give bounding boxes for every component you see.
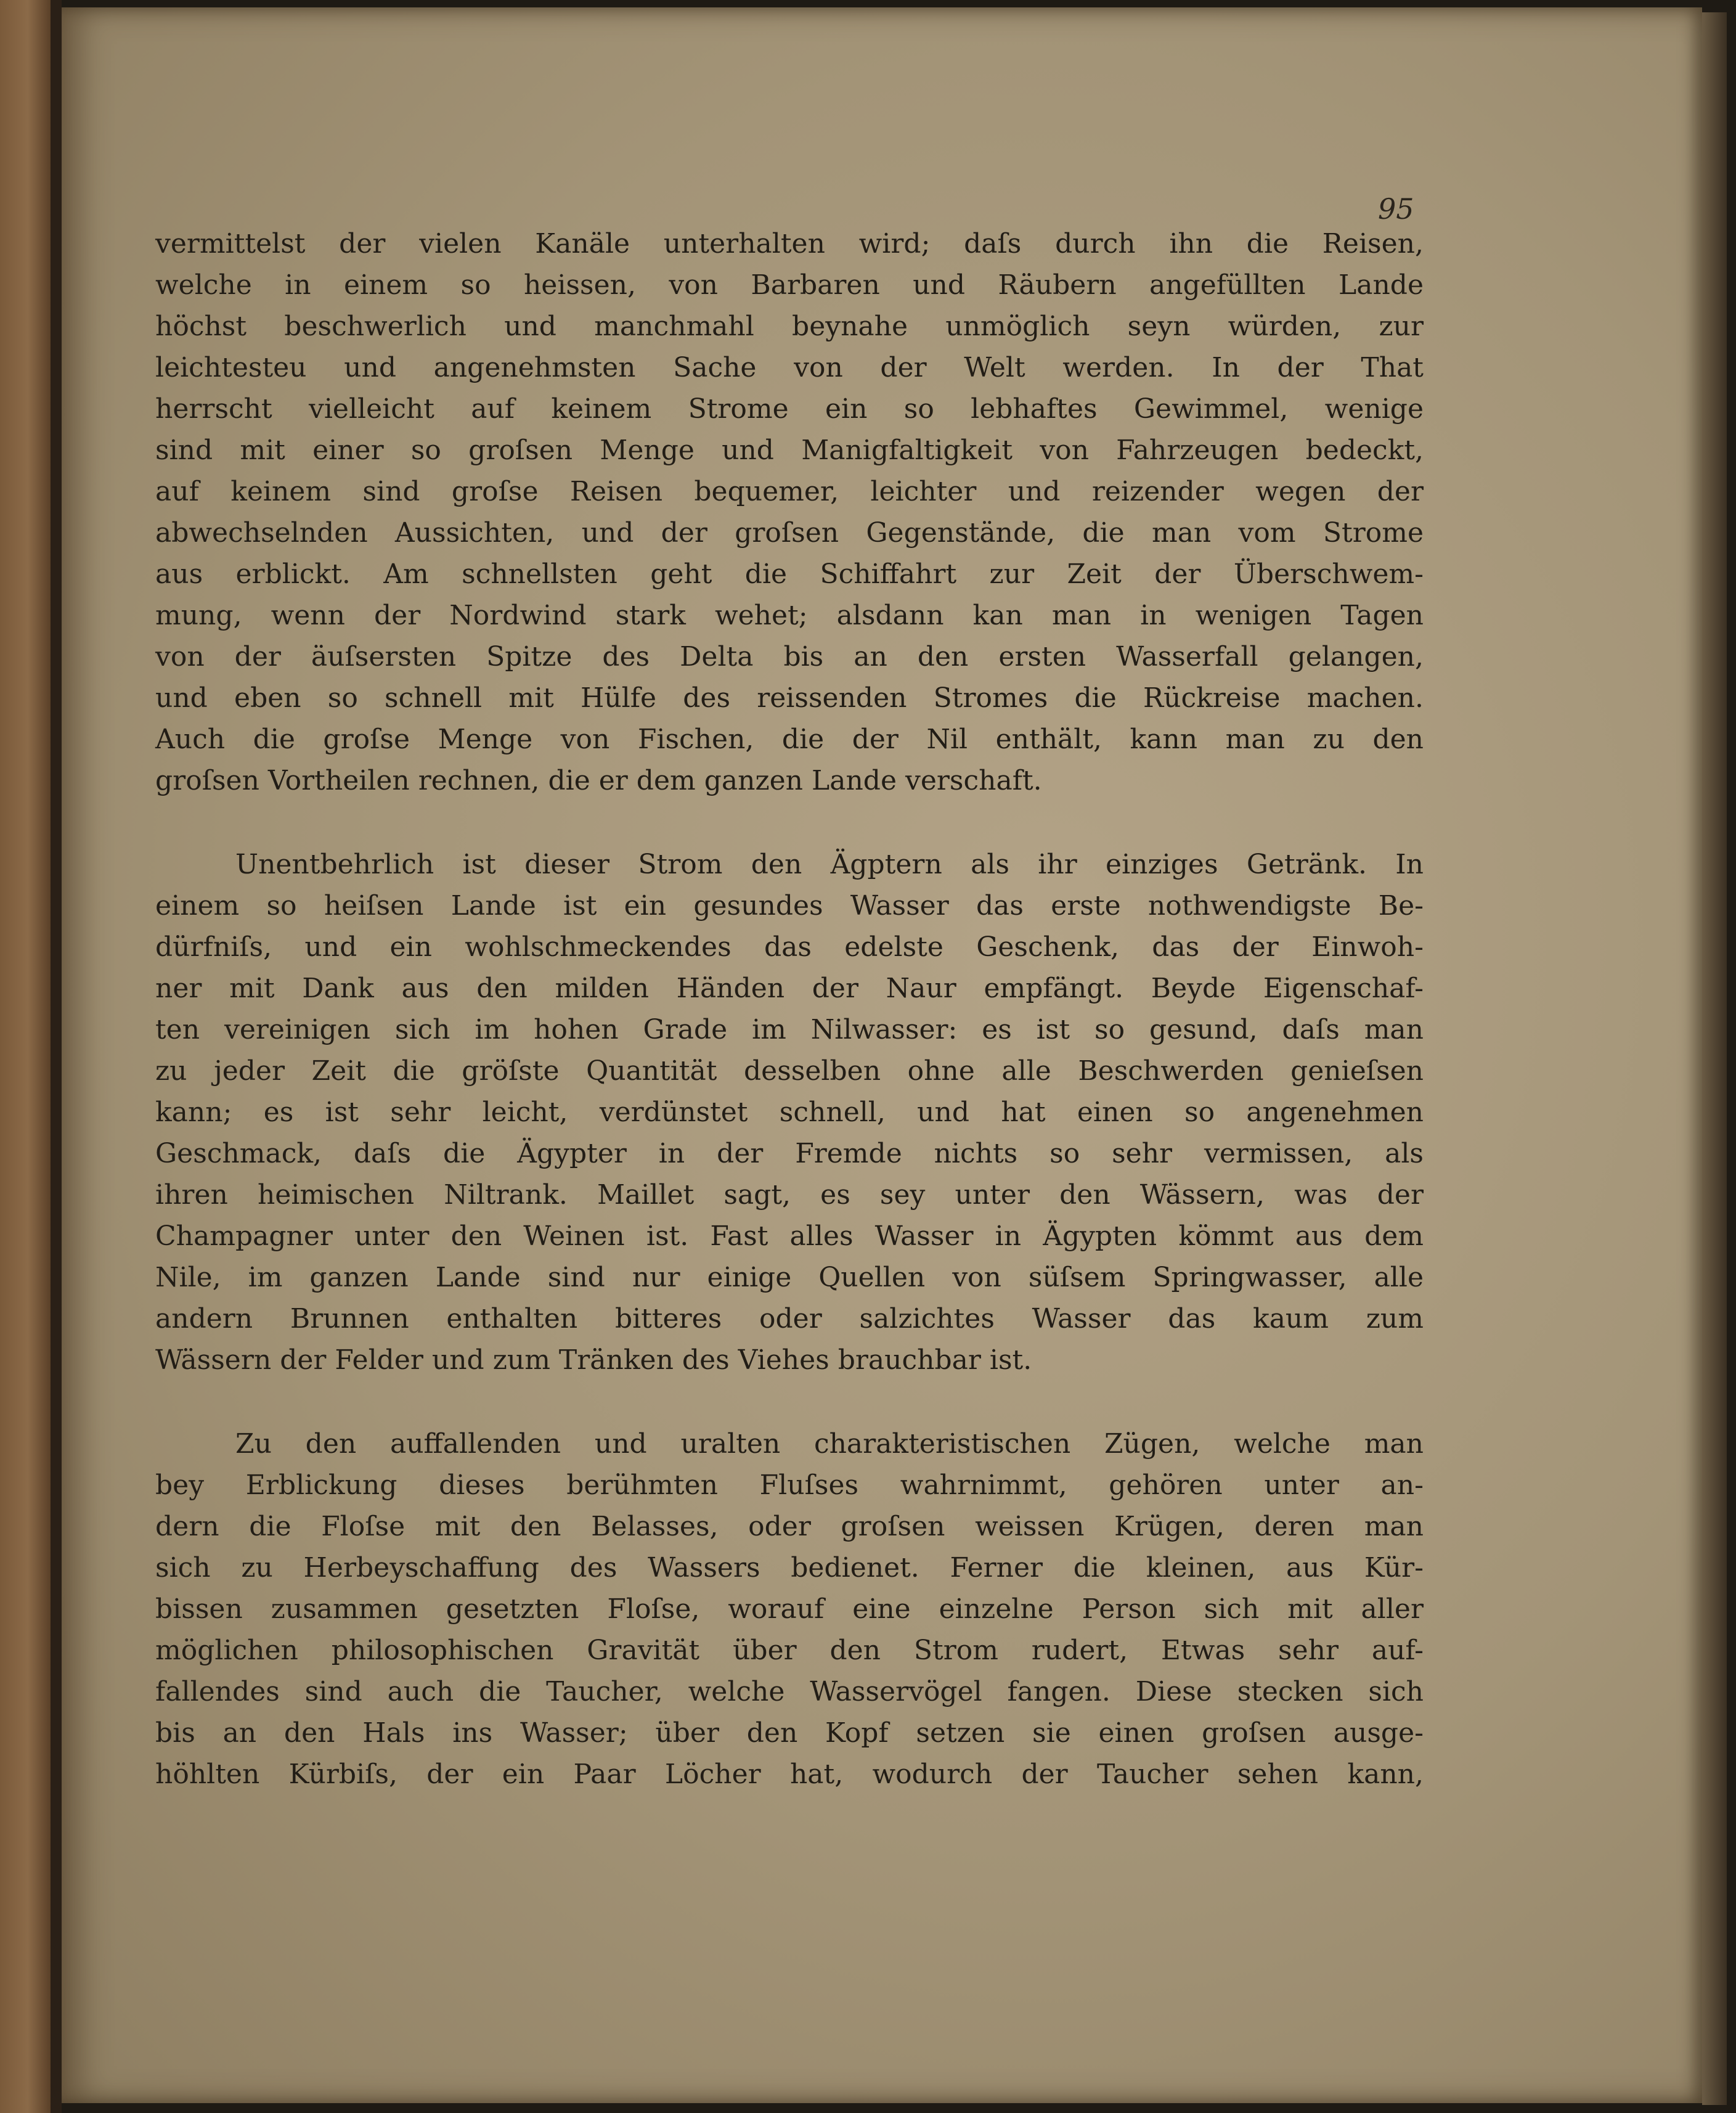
paragraph-2 (155, 844, 1424, 1381)
text-line: dern die Floſse mit den Belasses, oder groſsen weissen Krügen, deren man (155, 1511, 1424, 1542)
text-line: mung, wenn der Nordwind stark wehet; alsdann kan man in wenigen Tagen (155, 600, 1424, 631)
text-line: Geschmack, daſs die Ägypter in der Fremde nichts so sehr vermissen, als (155, 1138, 1424, 1169)
text-line: welche in einem so heissen, von Barbaren und Räubern angefüllten Lande (155, 269, 1424, 301)
text-line: bissen zusammen gesetzten Floſse, worauf eine einzelne Person sich mit aller (155, 1593, 1424, 1625)
text-line: höchst beschwerlich und manchmahl beynahe unmöglich seyn würden, zur (155, 311, 1424, 342)
text-line: Wässern der Felder und zum Tränken des Viehes brauchbar ist. (155, 1344, 1032, 1376)
book-gutter (51, 0, 62, 2113)
text-line: Auch die groſse Menge von Fischen, die der Nil enthält, kann man zu den (155, 724, 1424, 755)
text-line: sind mit einer so groſsen Menge und Manigfaltigkeit von Fahrzeugen bedeckt, (155, 435, 1424, 466)
text-line: fallendes sind auch die Taucher, welche Wasservögel fangen. Diese stecken sich (155, 1676, 1424, 1707)
text-line: dürfniſs, und ein wohlschmeckendes das edelste Geschenk, das der Einwoh- (155, 931, 1424, 963)
page-number: 95 (1378, 192, 1414, 226)
text-line: zu jeder Zeit die gröſste Quantität desselben ohne alle Beschwerden genieſsen (155, 1055, 1424, 1087)
body-text (155, 223, 1424, 1795)
text-line: andern Brunnen enthalten bitteres oder salzichtes Wasser das kaum zum (155, 1303, 1424, 1334)
book-cover-edge (0, 0, 51, 2113)
text-line: möglichen philosophischen Gravität über den Strom rudert, Etwas sehr auf- (155, 1635, 1424, 1666)
text-line: abwechselnden Aussichten, und der groſsen Gegenstände, die man vom Strome (155, 517, 1424, 549)
paragraph-1 (155, 223, 1424, 801)
text-line: bis an den Hals ins Wasser; über den Kopf setzen sie einen groſsen ausge- (155, 1717, 1424, 1749)
text-line: leichtesteu und angenehmsten Sache von der Welt werden. In der That (155, 352, 1424, 383)
text-line: auf keinem sind groſse Reisen bequemer, leichter und reizender wegen der (155, 476, 1424, 507)
text-line: kann; es ist sehr leicht, verdünstet schnell, und hat einen so angenehmen (155, 1097, 1424, 1128)
text-line: Zu den auffallenden und uralten charakteristischen Zügen, welche man (235, 1428, 1424, 1460)
paragraph-3 (155, 1423, 1424, 1795)
text-line: vermittelst der vielen Kanäle unterhalten wird; daſs durch ihn die Reisen, (155, 228, 1424, 260)
page-edges (1702, 12, 1727, 2105)
text-line: groſsen Vortheilen rechnen, die er dem ganzen Lande verschaft. (155, 765, 1042, 796)
text-line: herrscht vielleicht auf keinem Strome ein so lebhaftes Gewimmel, wenige (155, 393, 1424, 425)
text-line: sich zu Herbeyschaffung des Wassers bedienet. Ferner die kleinen, aus Kür- (155, 1552, 1424, 1584)
text-line: aus erblickt. Am schnellsten geht die Schiffahrt zur Zeit der Überschwem- (155, 558, 1424, 590)
text-line: von der äuſsersten Spitze des Delta bis an den ersten Wasserfall gelangen, (155, 641, 1424, 672)
text-line: ten vereinigen sich im hohen Grade im Nilwasser: es ist so gesund, daſs man (155, 1014, 1424, 1045)
text-line: Unentbehrlich ist dieser Strom den Ägptern als ihr einziges Getränk. In (235, 849, 1424, 880)
text-line: ihren heimischen Niltrank. Maillet sagt, es sey unter den Wässern, was der (155, 1179, 1424, 1211)
text-line: höhlten Kürbiſs, der ein Paar Löcher hat, wodurch der Taucher sehen kann, (155, 1759, 1424, 1790)
text-line: Nile, im ganzen Lande sind nur einige Quellen von süſsem Springwasser, alle (155, 1262, 1424, 1293)
text-line: einem so heiſsen Lande ist ein gesundes Wasser das erste nothwendigste Be- (155, 890, 1424, 922)
text-line: ner mit Dank aus den milden Händen der Naur empfängt. Beyde Eigenschaf- (155, 973, 1424, 1004)
text-line: und eben so schnell mit Hülfe des reissenden Stromes die Rückreise machen. (155, 682, 1424, 714)
text-line: Champagner unter den Weinen ist. Fast alles Wasser in Ägypten kömmt aus dem (155, 1220, 1424, 1252)
text-line: bey Erblickung dieses berühmten Fluſses wahrnimmt, gehören unter an- (155, 1469, 1424, 1501)
